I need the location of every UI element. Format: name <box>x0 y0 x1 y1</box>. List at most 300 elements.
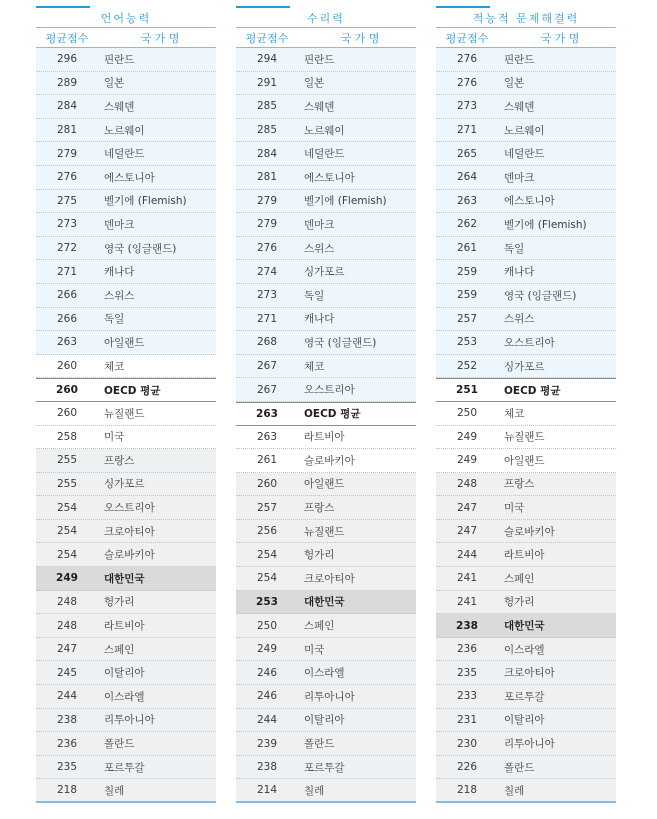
country-name: 폴란드 <box>104 738 135 751</box>
table-row <box>236 449 416 473</box>
country-name: 덴마크 <box>504 171 535 184</box>
country-name: 독일 <box>304 289 325 302</box>
average-score: 291 <box>256 76 278 89</box>
country-name: 미국 <box>504 502 525 515</box>
country-name: 싱가포르 <box>104 478 145 491</box>
average-score: 276 <box>56 171 78 184</box>
average-score: 235 <box>456 666 478 679</box>
table-row <box>436 402 616 426</box>
country-name: 오스트리아 <box>504 336 555 349</box>
table-row <box>36 166 216 190</box>
average-score: 279 <box>256 218 278 231</box>
average-score: 231 <box>456 713 478 726</box>
oecd-average-row <box>36 378 216 402</box>
table-row <box>236 661 416 685</box>
average-score: 255 <box>56 477 78 490</box>
table-row <box>436 661 616 685</box>
table-row <box>236 543 416 567</box>
average-score: 238 <box>456 619 478 632</box>
average-score: 260 <box>256 477 278 490</box>
country-name: 슬로바키아 <box>304 454 355 467</box>
average-score: 279 <box>256 194 278 207</box>
country-name: 에스토니아 <box>104 171 155 184</box>
country-name: 핀란드 <box>504 53 535 66</box>
country-name: 이탈리아 <box>104 667 145 680</box>
average-score: 218 <box>56 784 78 797</box>
country-name: 스페인 <box>504 572 535 585</box>
table-row <box>36 756 216 780</box>
table-row <box>236 213 416 237</box>
table-row <box>236 119 416 143</box>
korea-row <box>36 567 216 591</box>
table-row <box>236 72 416 96</box>
country-name: OECD 평균 <box>504 384 561 397</box>
average-score: 252 <box>456 360 478 373</box>
average-score: 241 <box>456 572 478 585</box>
table-row <box>436 426 616 450</box>
table-row <box>36 685 216 709</box>
table-row <box>436 756 616 780</box>
table-row <box>436 355 616 379</box>
table-row <box>36 661 216 685</box>
country-name: 아일랜드 <box>504 454 545 467</box>
country-name: 캐나다 <box>304 313 335 326</box>
country-name: 싱가포르 <box>304 266 345 279</box>
country-name: 체코 <box>104 360 125 373</box>
column-header <box>236 27 416 48</box>
panel-title: 수리력 <box>307 12 345 25</box>
score-column-header: 평균점수 <box>45 31 89 45</box>
average-score: 265 <box>456 147 478 160</box>
panel-title-row <box>236 6 416 27</box>
country-name: 에스토니아 <box>504 195 555 208</box>
table-row <box>36 237 216 261</box>
country-name: 이탈리아 <box>304 714 345 727</box>
country-name: 뉴질랜드 <box>304 525 345 538</box>
score-column-header: 평균점수 <box>245 31 289 45</box>
average-score: 273 <box>56 218 78 231</box>
table-row <box>36 119 216 143</box>
table-row <box>36 331 216 355</box>
country-column-header: 국 가 명 <box>140 31 180 45</box>
table-row <box>236 756 416 780</box>
table-row <box>236 284 416 308</box>
table-row <box>236 95 416 119</box>
average-score: 281 <box>256 171 278 184</box>
country-name: 헝가리 <box>104 596 135 609</box>
country-name: 프랑스 <box>104 454 135 467</box>
country-name: 오스트리아 <box>104 502 155 515</box>
table-row <box>36 355 216 379</box>
country-name: 크로아티아 <box>104 525 155 538</box>
country-name: 포르투갈 <box>304 761 345 774</box>
average-score: 264 <box>456 171 478 184</box>
average-score: 260 <box>56 384 78 397</box>
country-name: 캐나다 <box>504 266 535 279</box>
table-row <box>36 709 216 733</box>
average-score: 248 <box>56 619 78 632</box>
country-name: 노르웨이 <box>104 124 145 137</box>
country-name: 프랑스 <box>504 478 535 491</box>
table-row <box>36 473 216 497</box>
table-row <box>236 638 416 662</box>
country-name: 리투아니아 <box>304 690 355 703</box>
table-row <box>236 260 416 284</box>
country-name: 영국 (잉글랜드) <box>104 242 177 255</box>
average-score: 272 <box>56 242 78 255</box>
country-name: 대한민국 <box>304 596 345 609</box>
country-name: 뉴질랜드 <box>504 431 545 444</box>
table-row <box>236 48 416 72</box>
table-row <box>36 638 216 662</box>
table-row <box>436 237 616 261</box>
country-name: 스위스 <box>504 313 535 326</box>
average-score: 249 <box>456 430 478 443</box>
table-row <box>236 308 416 332</box>
average-score: 263 <box>56 336 78 349</box>
average-score: 257 <box>456 312 478 325</box>
table-row <box>436 72 616 96</box>
country-name: 라트비아 <box>504 549 545 562</box>
country-name: 리투아니아 <box>504 738 555 751</box>
column-header <box>36 27 216 48</box>
panel-title: 적능적 문제해결력 <box>472 12 580 25</box>
average-score: 271 <box>56 265 78 278</box>
country-name: OECD 평균 <box>104 384 161 397</box>
average-score: 247 <box>456 501 478 514</box>
average-score: 263 <box>256 407 278 420</box>
table-row <box>436 166 616 190</box>
average-score: 247 <box>56 643 78 656</box>
average-score: 261 <box>456 242 478 255</box>
average-score: 249 <box>56 572 78 585</box>
average-score: 254 <box>56 501 78 514</box>
country-name: 포르투갈 <box>104 761 145 774</box>
table-row <box>36 213 216 237</box>
average-score: 255 <box>56 454 78 467</box>
table-row <box>36 614 216 638</box>
country-name: 이스라엘 <box>104 690 145 703</box>
panel-numeracy <box>236 6 416 803</box>
country-name: 헝가리 <box>304 549 335 562</box>
country-name: 독일 <box>504 242 525 255</box>
average-score: 238 <box>256 761 278 774</box>
table-row <box>36 520 216 544</box>
average-score: 266 <box>56 289 78 302</box>
average-score: 253 <box>456 336 478 349</box>
country-name: 덴마크 <box>104 218 135 231</box>
country-column-header: 국 가 명 <box>540 31 580 45</box>
country-name: 스웨덴 <box>504 100 535 113</box>
country-name: 스페인 <box>304 620 335 633</box>
average-score: 289 <box>56 76 78 89</box>
table-row <box>236 142 416 166</box>
average-score: 244 <box>456 548 478 561</box>
average-score: 285 <box>256 100 278 113</box>
country-name: 칠레 <box>504 784 525 797</box>
table-row <box>36 402 216 426</box>
table-row <box>36 543 216 567</box>
average-score: 249 <box>456 454 478 467</box>
oecd-average-row <box>436 378 616 402</box>
table-row <box>436 638 616 662</box>
average-score: 257 <box>256 501 278 514</box>
average-score: 248 <box>56 595 78 608</box>
table-row <box>236 426 416 450</box>
table-row <box>236 331 416 355</box>
table-row <box>236 779 416 803</box>
table-row <box>436 284 616 308</box>
average-score: 241 <box>456 595 478 608</box>
average-score: 275 <box>56 194 78 207</box>
table-row <box>236 709 416 733</box>
table-row <box>236 355 416 379</box>
panel-literacy <box>36 6 216 803</box>
average-score: 238 <box>56 713 78 726</box>
country-name: 오스트리아 <box>304 384 355 397</box>
country-name: 뉴질랜드 <box>104 407 145 420</box>
country-name: 핀란드 <box>104 53 135 66</box>
average-score: 268 <box>256 336 278 349</box>
average-score: 256 <box>256 525 278 538</box>
average-score: 246 <box>256 690 278 703</box>
average-score: 296 <box>56 53 78 66</box>
country-name: 일본 <box>504 77 525 90</box>
table-row <box>36 72 216 96</box>
country-name: 일본 <box>104 77 125 90</box>
average-score: 245 <box>56 666 78 679</box>
country-name: 스웨덴 <box>104 100 135 113</box>
average-score: 250 <box>256 619 278 632</box>
country-name: 스위스 <box>104 289 135 302</box>
score-column-header: 평균점수 <box>445 31 489 45</box>
panel-problem-solving <box>436 6 616 803</box>
country-name: OECD 평균 <box>304 408 361 421</box>
oecd-average-row <box>236 402 416 426</box>
table-row <box>236 567 416 591</box>
average-score: 285 <box>256 124 278 137</box>
average-score: 260 <box>56 360 78 373</box>
country-name: 폴란드 <box>504 761 535 774</box>
country-name: 노르웨이 <box>504 124 545 137</box>
average-score: 244 <box>56 690 78 703</box>
average-score: 266 <box>56 312 78 325</box>
average-score: 254 <box>56 525 78 538</box>
country-name: 벨기에 (Flemish) <box>504 218 587 231</box>
country-name: 싱가포르 <box>504 360 545 373</box>
average-score: 259 <box>456 289 478 302</box>
country-name: 독일 <box>104 313 125 326</box>
average-score: 248 <box>456 477 478 490</box>
table-row <box>36 190 216 214</box>
country-name: 프랑스 <box>304 502 335 515</box>
average-score: 260 <box>56 407 78 420</box>
country-name: 벨기에 (Flemish) <box>304 195 387 208</box>
country-name: 크로아티아 <box>504 667 555 680</box>
table-row <box>436 213 616 237</box>
country-name: 노르웨이 <box>304 124 345 137</box>
average-score: 263 <box>256 430 278 443</box>
average-score: 233 <box>456 690 478 703</box>
country-name: 영국 (잉글랜드) <box>304 336 377 349</box>
country-name: 라트비아 <box>304 431 345 444</box>
table-row <box>436 142 616 166</box>
average-score: 247 <box>456 525 478 538</box>
country-name: 덴마크 <box>304 218 335 231</box>
average-score: 258 <box>56 430 78 443</box>
average-score: 294 <box>256 53 278 66</box>
average-score: 254 <box>256 548 278 561</box>
table-row <box>436 48 616 72</box>
average-score: 239 <box>256 737 278 750</box>
table-row <box>36 426 216 450</box>
average-score: 251 <box>456 384 478 397</box>
country-name: 리투아니아 <box>104 714 155 727</box>
table-row <box>36 496 216 520</box>
table-row <box>436 685 616 709</box>
average-score: 236 <box>56 737 78 750</box>
table-row <box>236 732 416 756</box>
table-row <box>36 449 216 473</box>
table-row <box>36 591 216 615</box>
average-score: 246 <box>256 666 278 679</box>
title-accent-bar <box>436 6 490 8</box>
korea-row <box>436 614 616 638</box>
table-row <box>236 685 416 709</box>
column-header <box>436 27 616 48</box>
average-score: 236 <box>456 643 478 656</box>
table-row <box>436 308 616 332</box>
panel-title-row <box>36 6 216 27</box>
average-score: 235 <box>56 761 78 774</box>
average-score: 281 <box>56 124 78 137</box>
country-name: 스위스 <box>304 242 335 255</box>
country-name: 크로아티아 <box>304 572 355 585</box>
country-column-header: 국 가 명 <box>340 31 380 45</box>
country-name: 라트비아 <box>104 620 145 633</box>
rows-container <box>36 48 216 803</box>
country-name: 이스라엘 <box>304 667 345 680</box>
average-score: 218 <box>456 784 478 797</box>
average-score: 263 <box>456 194 478 207</box>
average-score: 253 <box>256 595 278 608</box>
table-row <box>36 142 216 166</box>
average-score: 273 <box>256 289 278 302</box>
table-row <box>436 709 616 733</box>
table-row <box>436 591 616 615</box>
average-score: 262 <box>456 218 478 231</box>
table-row <box>236 166 416 190</box>
table-row <box>436 520 616 544</box>
average-score: 250 <box>456 407 478 420</box>
country-name: 미국 <box>104 431 125 444</box>
table-row <box>36 732 216 756</box>
country-name: 대한민국 <box>504 620 545 633</box>
country-name: 네덜란드 <box>304 148 345 161</box>
table-row <box>436 543 616 567</box>
country-name: 체코 <box>504 407 525 420</box>
country-name: 에스토니아 <box>304 171 355 184</box>
table-row <box>436 119 616 143</box>
country-name: 폴란드 <box>304 738 335 751</box>
average-score: 273 <box>456 100 478 113</box>
table-row <box>436 331 616 355</box>
average-score: 271 <box>256 312 278 325</box>
table-row <box>36 95 216 119</box>
average-score: 254 <box>256 572 278 585</box>
table-row <box>436 567 616 591</box>
country-name: 아일랜드 <box>304 478 345 491</box>
table-row <box>36 260 216 284</box>
country-name: 네덜란드 <box>504 148 545 161</box>
table-row <box>236 614 416 638</box>
country-name: 포르투갈 <box>504 690 545 703</box>
table-row <box>36 284 216 308</box>
table-row <box>36 308 216 332</box>
table-row <box>436 473 616 497</box>
average-score: 274 <box>256 265 278 278</box>
average-score: 271 <box>456 124 478 137</box>
country-name: 미국 <box>304 643 325 656</box>
table-row <box>436 779 616 803</box>
country-name: 영국 (잉글랜드) <box>504 289 577 302</box>
average-score: 276 <box>456 53 478 66</box>
table-row <box>436 732 616 756</box>
table-row <box>236 520 416 544</box>
average-score: 284 <box>256 147 278 160</box>
average-score: 276 <box>256 242 278 255</box>
country-name: 이스라엘 <box>504 643 545 656</box>
average-score: 214 <box>256 784 278 797</box>
average-score: 284 <box>56 100 78 113</box>
table-row <box>236 237 416 261</box>
rows-container <box>236 48 416 803</box>
table-row <box>436 95 616 119</box>
country-name: 대한민국 <box>104 572 145 585</box>
panel-title-row <box>436 6 616 27</box>
table-row <box>436 190 616 214</box>
average-score: 267 <box>256 360 278 373</box>
average-score: 261 <box>256 454 278 467</box>
table-row <box>36 48 216 72</box>
average-score: 259 <box>456 265 478 278</box>
table-row <box>236 378 416 402</box>
average-score: 279 <box>56 147 78 160</box>
country-name: 체코 <box>304 360 325 373</box>
average-score: 249 <box>256 643 278 656</box>
table-row <box>436 260 616 284</box>
country-name: 일본 <box>304 77 325 90</box>
table-row <box>236 473 416 497</box>
country-name: 스페인 <box>104 643 135 656</box>
table-row <box>236 190 416 214</box>
country-name: 이탈리아 <box>504 714 545 727</box>
table-row <box>236 496 416 520</box>
average-score: 230 <box>456 737 478 750</box>
title-accent-bar <box>36 6 90 8</box>
country-name: 칠레 <box>304 784 325 797</box>
title-accent-bar <box>236 6 290 8</box>
country-name: 헝가리 <box>504 596 535 609</box>
average-score: 244 <box>256 713 278 726</box>
country-name: 칠레 <box>104 784 125 797</box>
country-name: 핀란드 <box>304 53 335 66</box>
average-score: 254 <box>56 548 78 561</box>
table-row <box>36 779 216 803</box>
country-name: 네덜란드 <box>104 148 145 161</box>
country-name: 슬로바키아 <box>104 549 155 562</box>
rows-container <box>436 48 616 803</box>
